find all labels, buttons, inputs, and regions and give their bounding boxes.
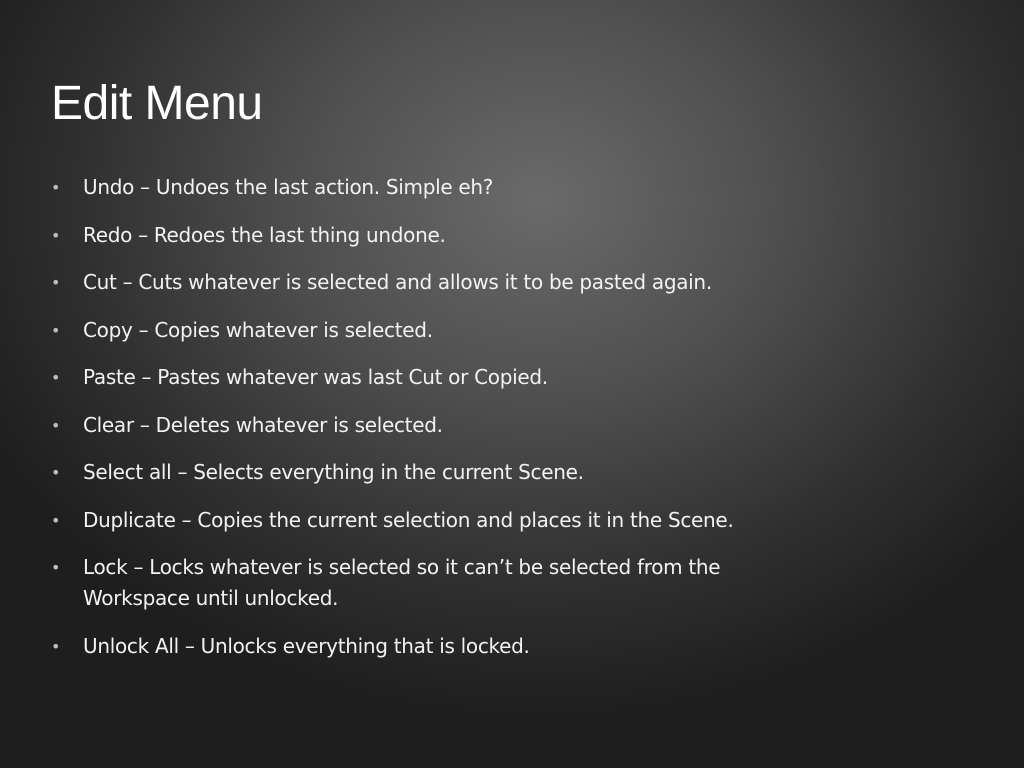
list-item [51,505,811,536]
list-item-text: Cut – Cuts whatever is selected and allows it to be pasted again. [83,270,712,294]
bullet-list [51,172,811,678]
bullet-icon: • [51,368,61,387]
list-item-text: Undo – Undoes the last action. Simple eh? [83,175,494,199]
bullet-icon: • [51,178,61,197]
list-item [51,267,811,298]
list-item [51,631,811,662]
bullet-icon: • [51,225,61,245]
bullet-icon: • [51,558,61,577]
bullet-icon: • [51,463,61,482]
list-item [51,457,811,488]
bullet-icon: • [51,415,61,435]
list-item-text: Select all – Selects everything in the current Scene. [83,460,584,484]
list-item [51,552,811,614]
list-item-text: Copy – Copies whatever is selected. [83,317,433,342]
list-item [51,172,811,203]
slide-title: Edit Menu [51,77,263,130]
list-item-text: Duplicate – Copies the current selection and places it in the Scene. [83,507,734,532]
list-item-text: Redo – Redoes the last thing undone. [83,222,446,247]
list-item [51,220,811,251]
bullet-icon: • [51,510,61,530]
list-item [51,362,811,393]
list-item-text: Lock – Locks whatever is selected so it can’t be selected from the Workspace until unlocked. [83,555,721,610]
list-item-text: Paste – Pastes whatever was last Cut or Copied. [83,365,548,389]
bullet-icon: • [51,320,61,340]
list-item-text: Unlock All – Unlocks everything that is locked. [83,633,530,658]
bullet-icon: • [51,273,61,292]
list-item [51,315,811,346]
list-item [51,410,811,441]
bullet-icon: • [51,636,61,656]
list-item-text: Clear – Deletes whatever is selected. [83,412,443,437]
